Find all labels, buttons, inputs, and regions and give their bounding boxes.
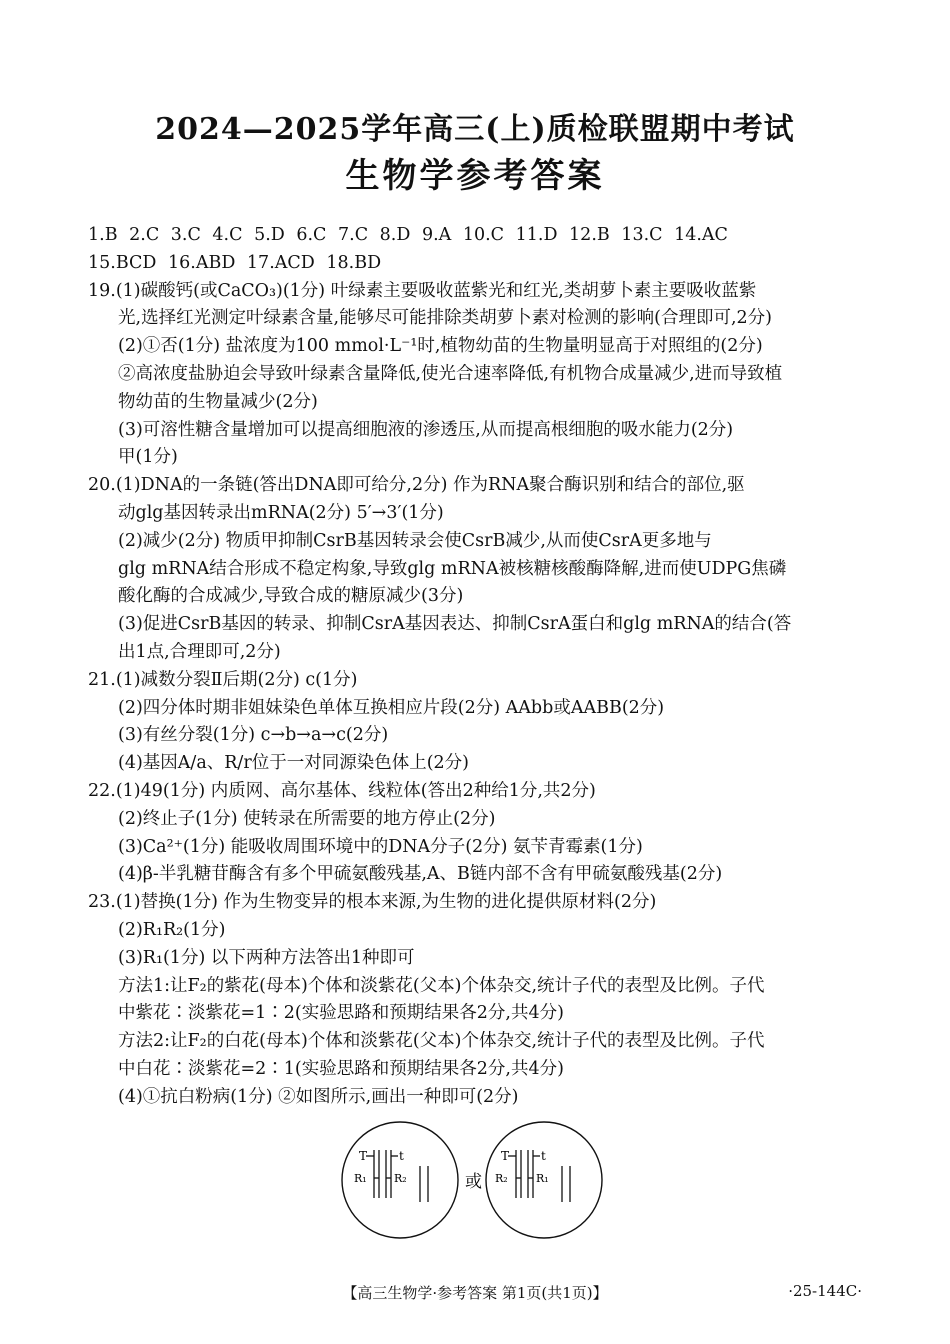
answer-line: 光,选择红光测定叶绿素含量,能够尽可能排除类胡萝卜素对检测的影响(合理即可,2分) [118, 308, 772, 329]
answer-line: (3)可溶性糖含量增加可以提高细胞液的渗透压,从而提高根细胞的吸水能力(2分) [118, 419, 734, 440]
answer-line: (3)Ca²⁺(1分) 能吸收周围环境中的DNA分子(2分) 氨苄青霉素(1分) [118, 836, 643, 857]
answer-line: 21.(1)减数分裂Ⅱ后期(2分) c(1分) [88, 669, 358, 690]
answer-line: (3)R₁(1分) 以下两种方法答出1种即可 [118, 947, 415, 968]
question-19 [88, 278, 868, 473]
answer-key-title: 生物学参考答案 [345, 156, 605, 196]
chromosome-diagram [340, 1120, 610, 1250]
answer-line: ②高浓度盐胁迫会导致叶绿素含量降低,使光合速率降低,有机物合成量减少,进而导致植 [118, 363, 783, 384]
answer-line: 出1点,合理即可,2分) [118, 641, 281, 662]
answer-line: 甲(1分) [118, 447, 178, 468]
allele-label: R₂ [495, 1172, 508, 1185]
question-21 [88, 667, 868, 778]
answer-line: (2)四分体时期非姐妹染色单体互换相应片段(2分) AAbb或AABB(2分) [118, 697, 665, 718]
answer-line: 中白花∶淡紫花=2∶1(实验思路和预期结果各2分,共4分) [118, 1058, 564, 1079]
answer-body [88, 222, 868, 1112]
answer-line: 23.(1)替换(1分) 作为生物变异的根本来源,为生物的进化提供原材料(2分) [88, 892, 657, 913]
answer-line: (4)β-半乳糖苷酶含有多个甲硫氨酸残基,A、B链内部不含有甲硫氨酸残基(2分) [118, 864, 723, 885]
mc-answers-line-1: 1.B 2.C 3.C 4.C 5.D 6.C 7.C 8.D 9.A 10.C 11.D 12.B 13.C 14.AC [88, 225, 728, 245]
answer-line: 动glg基因转录出mRNA(2分) 5′→3′(1分) [118, 502, 444, 523]
allele-label: R₁ [536, 1172, 549, 1185]
answer-line: 物幼苗的生物量减少(2分) [118, 391, 318, 412]
footer-code: ·25-144C· [788, 1282, 862, 1300]
answer-line: 19.(1)碳酸钙(或CaCO₃)(1分) 叶绿素主要吸收蓝紫光和红光,类胡萝卜素主要吸收蓝紫 [88, 280, 757, 301]
answer-line: (2)①否(1分) 盐浓度为100 mmol·L⁻¹时,植物幼苗的生物量明显高于对照组的(2分) [118, 336, 763, 357]
allele-label: R₂ [394, 1172, 407, 1185]
allele-label: T [501, 1149, 510, 1163]
answer-line: (2)R₁R₂(1分) [118, 919, 226, 940]
answer-line: (2)减少(2分) 物质甲抑制CsrB基因转录会使CsrB减少,从而使CsrA更多地与 [118, 530, 712, 551]
or-label: 或 [465, 1172, 482, 1192]
allele-label: t [541, 1149, 546, 1163]
exam-title: 2024—2025学年高三(上)质检联盟期中考试 [155, 112, 795, 147]
answer-line: (3)促进CsrB基因的转录、抑制CsrA基因表达、抑制CsrA蛋白和glg mRNA的结合(答 [118, 614, 792, 635]
answer-line: glg mRNA结合形成不稳定构象,导致glg mRNA被核糖核酸酶降解,进而使UDPG焦磷 [118, 558, 787, 579]
allele-label: t [399, 1149, 404, 1163]
answer-line: (3)有丝分裂(1分) c→b→a→c(2分) [118, 725, 389, 746]
question-23 [88, 889, 868, 1111]
answer-line: 酸化酶的合成减少,导致合成的糖原减少(3分) [118, 586, 464, 607]
page-footer [0, 1282, 950, 1302]
answer-line: 方法2:让F₂的白花(母本)个体和淡紫花(父本)个体杂交,统计子代的表型及比例。子代 [118, 1031, 765, 1052]
mc-answers-line-2: 15.BCD 16.ABD 17.ACD 18.BD [88, 252, 382, 273]
answer-line: 22.(1)49(1分) 内质网、高尔基体、线粒体(答出2种给1分,共2分) [88, 780, 596, 801]
answer-line: 方法1:让F₂的紫花(母本)个体和淡紫花(父本)个体杂交,统计子代的表型及比例。子代 [118, 975, 765, 996]
allele-label: R₁ [354, 1172, 367, 1185]
answer-line: 20.(1)DNA的一条链(答出DNA即可给分,2分) 作为RNA聚合酶识别和结合的部位,驱 [88, 475, 745, 496]
answer-line: (4)①抗白粉病(1分) ②如图所示,画出一种即可(2分) [118, 1086, 519, 1107]
question-20 [88, 472, 868, 667]
allele-label: T [359, 1149, 368, 1163]
question-22 [88, 778, 868, 889]
answer-line: 中紫花∶淡紫花=1∶2(实验思路和预期结果各2分,共4分) [118, 1003, 564, 1024]
answer-line: (2)终止子(1分) 使转录在所需要的地方停止(2分) [118, 808, 496, 829]
footer-page-info: 【高三生物学·参考答案 第1页(共1页)】 [342, 1284, 608, 1302]
answer-line: (4)基因A/a、R/r位于一对同源染色体上(2分) [118, 753, 469, 774]
